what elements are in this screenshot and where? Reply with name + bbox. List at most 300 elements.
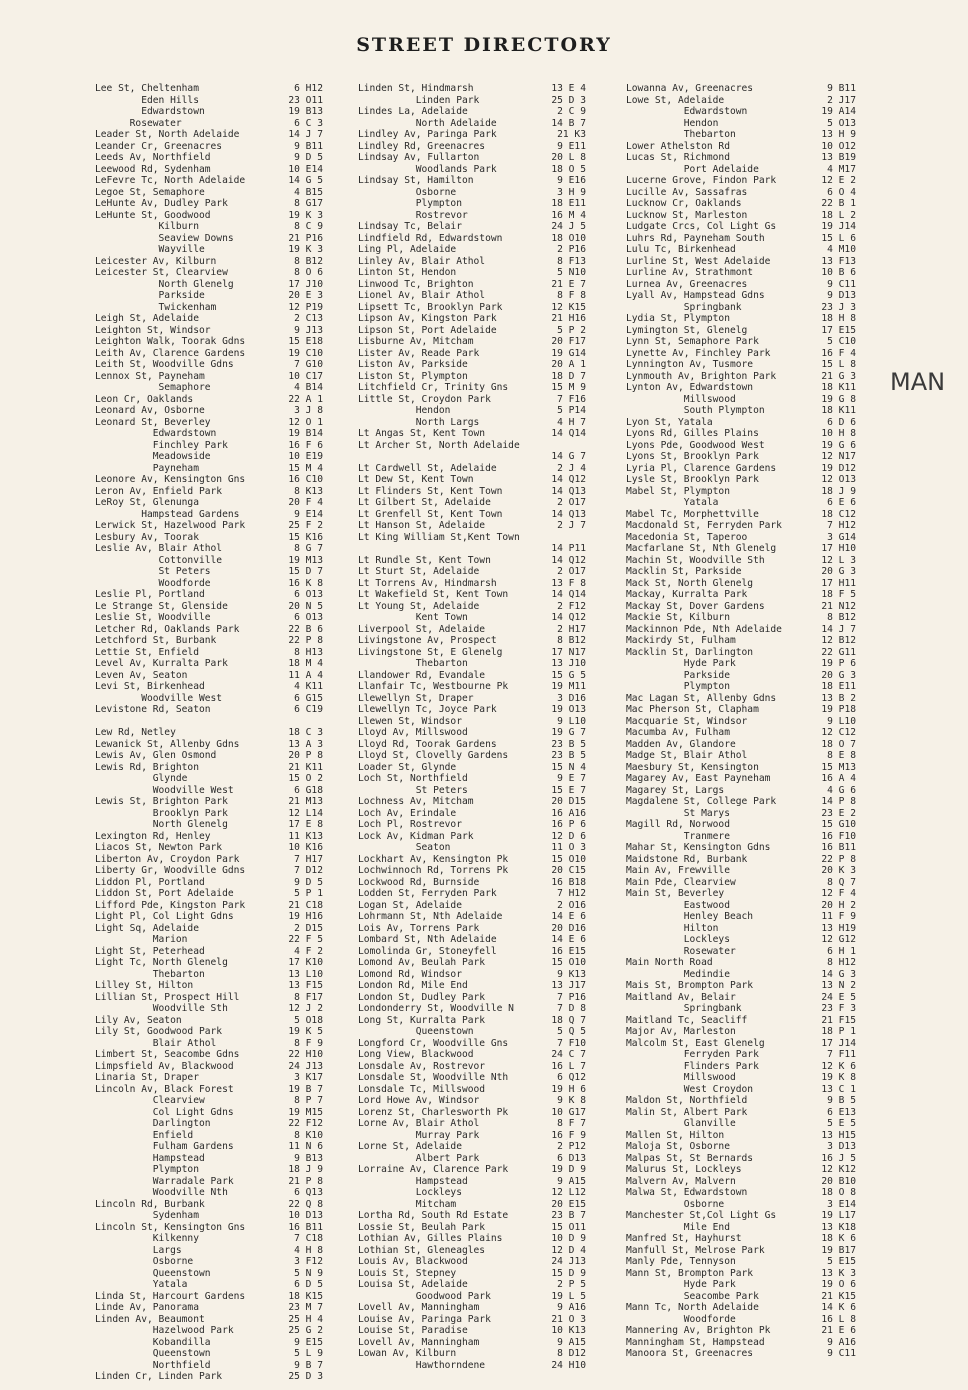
map-reference: 3 H 9 [557, 186, 586, 198]
street-name: Lowe St, Adelaide [626, 94, 725, 106]
map-reference: 6 C 3 [294, 117, 323, 129]
map-reference: 10 K16 [288, 842, 323, 853]
street-name: Letcher Rd, Oaklands Park [95, 623, 240, 635]
map-reference: 24 J13 [288, 1060, 323, 1072]
directory-entry [358, 221, 586, 233]
street-name: Lortha Rd, South Rd Estate [358, 1210, 509, 1221]
directory-entry [358, 796, 586, 808]
street-name: Light Pl, Col Light Gdns [95, 911, 234, 922]
map-reference: 7 G10 [294, 359, 323, 370]
street-name: Lurnea Av, Greenacres [626, 278, 748, 290]
directory-entry [95, 566, 323, 578]
directory-entry [626, 842, 856, 854]
map-reference: 6 D13 [557, 1152, 586, 1164]
directory-entry [626, 773, 856, 785]
directory-entry [95, 1141, 323, 1153]
street-name: Lucas St, Richmond [626, 152, 730, 163]
street-name: Lochness Av, Mitcham [358, 796, 474, 807]
street-name: Lomond Av, Beulah Park [358, 957, 486, 968]
map-reference: 22 B 6 [288, 623, 323, 635]
map-reference: 16 L 8 [821, 1313, 856, 1325]
directory-entry [95, 957, 323, 969]
directory-entry [95, 601, 323, 613]
street-name: Light Tc, North Glenelg [95, 957, 228, 968]
map-reference: 21 M13 [288, 796, 323, 807]
street-name: Leander Cr, Greenacres [95, 140, 223, 152]
directory-entry [626, 532, 856, 544]
street-name: Lindley Av, Paringa Park [358, 129, 497, 140]
directory-entry [626, 1049, 856, 1061]
map-reference: 17 E15 [821, 324, 856, 336]
directory-entry [358, 1153, 586, 1165]
directory-entry [358, 1107, 586, 1119]
street-name: Louis Av, Blackwood [358, 1256, 468, 1267]
directory-entry [626, 911, 856, 923]
street-name: Leonore Av, Kensington Gns [95, 474, 246, 485]
directory-entry [626, 681, 856, 693]
map-reference: 2 C 9 [557, 106, 586, 117]
map-reference: 15 E 7 [551, 784, 586, 796]
directory-entry [95, 1268, 323, 1280]
street-name: Kilburn [95, 221, 199, 232]
directory-entry [358, 624, 586, 636]
map-reference: 6 D 6 [827, 416, 856, 428]
street-name: Thebarton [626, 129, 736, 140]
directory-entry [95, 302, 323, 314]
street-name [358, 451, 551, 463]
map-reference: 14 Q14 [551, 428, 586, 439]
map-reference: 14 G 3 [821, 968, 856, 980]
directory-entry [626, 888, 856, 900]
street-name: Lesbury Av, Toorak [95, 531, 199, 543]
street-name: Leeds Av, Northfield [95, 152, 211, 163]
map-reference: 3 F12 [294, 1256, 323, 1267]
map-reference: 8 F 8 [557, 290, 586, 301]
street-name: Lerwick St, Hazelwood Park [95, 520, 246, 531]
street-name: Liddon St, Port Adelaide [95, 888, 234, 899]
map-reference: 9 A15 [557, 1175, 586, 1187]
street-name: Lloyd Rd, Toorak Gardens [358, 738, 497, 750]
directory-entry [95, 1348, 323, 1360]
street-name: Lurline Av, Strathmont [626, 267, 754, 278]
directory-entry [95, 1015, 323, 1027]
street-name: Rosewater [626, 945, 736, 957]
directory-entry [626, 555, 856, 567]
map-reference: 8 C 9 [294, 221, 323, 232]
directory-entry [95, 348, 323, 360]
map-reference: 14 G 5 [288, 175, 323, 186]
street-name: Lennox St, Payneham [95, 370, 205, 382]
map-reference: 3 J 8 [294, 405, 323, 416]
map-reference: 13 K 3 [821, 1267, 856, 1279]
map-reference: 10 E14 [288, 163, 323, 175]
directory-entry [626, 175, 856, 187]
street-name: Lucknow St, Marleston [626, 209, 748, 221]
directory-entry [626, 1176, 856, 1188]
street-name: Lettie St, Enfield [95, 646, 199, 658]
directory-entry [358, 727, 586, 739]
map-reference: 4 H 7 [557, 416, 586, 428]
street-name: Lurline St, West Adelaide [626, 255, 771, 267]
directory-entry [95, 670, 323, 682]
directory-entry [626, 578, 856, 590]
map-reference: 15 D 9 [551, 1267, 586, 1279]
directory-entry [626, 1210, 856, 1222]
directory-entry [358, 428, 586, 440]
directory-entry [95, 164, 323, 176]
map-reference: 16 P 6 [551, 819, 586, 830]
directory-entry [95, 819, 323, 831]
map-reference: 12 K 6 [821, 1060, 856, 1072]
map-reference: 19 H16 [288, 911, 323, 922]
directory-entry [626, 348, 856, 360]
directory-entry [358, 750, 586, 762]
map-reference: 18 O 7 [821, 738, 856, 750]
directory-entry [626, 1130, 856, 1142]
map-reference: 9 A16 [827, 1336, 856, 1348]
street-name: Liacos St, Newton Park [95, 842, 223, 853]
map-reference: 8 F13 [557, 255, 586, 267]
map-reference: 19 G 7 [551, 727, 586, 738]
map-reference: 13 C 1 [821, 1083, 856, 1095]
directory-entry [626, 187, 856, 199]
map-reference: 23 B 5 [551, 738, 586, 750]
directory-entry [626, 785, 856, 797]
directory-entry [358, 175, 586, 187]
street-name [95, 716, 323, 728]
directory-entry [95, 1314, 323, 1326]
street-name: Twickenham [95, 301, 217, 313]
street-name: Macumba Av, Fulham [626, 727, 730, 738]
map-reference: 3 D16 [557, 692, 586, 704]
directory-entry [95, 325, 323, 337]
map-reference: 5 N10 [557, 267, 586, 278]
street-name: LeRoy St, Glenunga [95, 497, 199, 508]
map-reference: 13 F 8 [551, 577, 586, 589]
directory-entry [95, 187, 323, 199]
directory-entry [358, 1095, 586, 1107]
directory-entry [95, 796, 323, 808]
map-reference: 16 F10 [821, 830, 856, 842]
directory-entry [95, 1187, 323, 1199]
map-reference: 9 E11 [557, 140, 586, 152]
street-name: Mann Tc, North Adelaide [626, 1302, 759, 1313]
map-reference: 4 B15 [294, 186, 323, 198]
directory-entry [626, 106, 856, 118]
street-name: Levi St, Birkenhead [95, 681, 205, 692]
street-name: Leslie Pl, Portland [95, 589, 205, 600]
map-reference: 14 K 6 [821, 1302, 856, 1313]
directory-entry [358, 1337, 586, 1349]
map-reference: 16 F 9 [551, 1129, 586, 1141]
map-reference: 10 H 8 [821, 428, 856, 439]
map-reference: 13 F15 [288, 980, 323, 991]
map-reference: 4 M17 [827, 163, 856, 175]
directory-entry [358, 831, 586, 843]
street-name: Louise St, Paradise [358, 1325, 468, 1336]
directory-entry [95, 739, 323, 751]
directory-entry [626, 1153, 856, 1165]
directory-entry [95, 658, 323, 670]
map-reference: 3 G14 [827, 531, 856, 543]
map-reference: 18 P 1 [821, 1026, 856, 1037]
directory-entry [95, 543, 323, 555]
directory-entry [358, 1199, 586, 1211]
directory-entry [95, 1003, 323, 1015]
directory-entry [358, 313, 586, 325]
directory-entry [626, 624, 856, 636]
map-reference: 10 C17 [288, 370, 323, 382]
map-reference: 7 H17 [294, 853, 323, 865]
directory-entry [626, 750, 856, 762]
map-reference: 21 P16 [288, 232, 323, 244]
street-name: Major Av, Marleston [626, 1026, 736, 1037]
street-name: Little St, Croydon Park [358, 393, 491, 405]
map-reference: 19 D 9 [551, 1164, 586, 1175]
map-reference: 22 P 8 [821, 853, 856, 865]
map-reference: 15 O10 [551, 853, 586, 865]
map-reference: 14 Q12 [551, 474, 586, 485]
street-name: Darlington [95, 1118, 211, 1129]
street-name: Lt Flinders St, Kent Town [358, 485, 503, 497]
street-name: Lothian Av, Gilles Plains [358, 1233, 503, 1244]
directory-entry [358, 842, 586, 854]
directory-entry [626, 1268, 856, 1280]
directory-entry [626, 428, 856, 440]
street-name: Mannering Av, Brighton Pk [626, 1325, 771, 1336]
street-name: Liston St, Plympton [358, 370, 468, 382]
directory-entry [95, 854, 323, 866]
directory-entry [626, 992, 856, 1004]
directory-entry [358, 693, 586, 705]
street-name: Woodforde [626, 1313, 736, 1325]
street-name: Leewood Rd, Sydenham [95, 163, 211, 175]
directory-entry [626, 198, 856, 210]
street-name: Main North Road [626, 957, 713, 968]
street-name: Hyde Park [626, 658, 736, 669]
map-reference: 16 B11 [288, 1221, 323, 1233]
map-reference: 20 G 3 [821, 669, 856, 681]
street-name: Edwardstown [626, 106, 748, 117]
directory-entry [358, 233, 586, 245]
map-reference: 20 C15 [551, 865, 586, 876]
street-name: Osborne [358, 186, 457, 198]
directory-entry [358, 256, 586, 268]
street-name: Hilton [626, 922, 719, 934]
map-reference: 2 H17 [557, 623, 586, 635]
directory-entry [95, 83, 323, 95]
street-name: Lower Athelston Rd [626, 140, 730, 152]
street-name: Macdonald St, Ferryden Park [626, 520, 782, 531]
street-name: Leron Av, Enfield Park [95, 485, 223, 497]
street-name: Liberty Gr, Woodville Gdns [95, 865, 246, 876]
map-reference: 12 C12 [821, 727, 856, 738]
street-name: Lodden St, Ferryden Park [358, 888, 497, 899]
directory-entry [626, 808, 856, 820]
map-reference: 15 D 7 [288, 566, 323, 577]
directory-entry [626, 129, 856, 141]
map-reference: 15 M13 [821, 761, 856, 773]
street-name: Lymington St, Glenelg [626, 324, 748, 336]
directory-entry [626, 1279, 856, 1291]
directory-entry [95, 267, 323, 279]
directory-entry [358, 325, 586, 337]
directory-entry [626, 1026, 856, 1038]
directory-entry [95, 1061, 323, 1073]
map-reference: 2 P 5 [557, 1279, 586, 1290]
street-name: Lynette Av, Finchley Park [626, 347, 771, 359]
street-name: Lyall Av, Hampstead Gdns [626, 290, 765, 301]
street-name: Llewellyn Tc, Joyce Park [358, 704, 497, 715]
directory-entry [95, 773, 323, 785]
map-reference: 5 N 9 [294, 1267, 323, 1279]
map-reference: 8 H13 [294, 646, 323, 658]
street-name: Millswood [626, 1072, 736, 1083]
directory-entry [626, 1141, 856, 1153]
directory-entry [358, 877, 586, 889]
street-name: Kobandilla [95, 1336, 211, 1348]
directory-entry [358, 647, 586, 659]
street-name: Lt Torrens Av, Hindmarsh [358, 577, 497, 589]
map-reference: 19 B14 [288, 428, 323, 439]
street-name: Lynmouth Av, Brighton Park [626, 370, 777, 382]
map-reference: 6 H12 [294, 83, 323, 94]
map-reference: 10 D13 [288, 1210, 323, 1221]
directory-entry [358, 267, 586, 279]
street-name: Glynde [95, 773, 188, 784]
street-name: Lonsdale Tc, Millswood [358, 1083, 486, 1095]
directory-entry [358, 474, 586, 486]
street-name: Semaphore [95, 382, 211, 393]
map-reference: 18 K11 [821, 405, 856, 416]
directory-entry [626, 670, 856, 682]
map-reference: 9 L10 [827, 715, 856, 727]
directory-entry [95, 417, 323, 429]
street-name: Loch St, Northfield [358, 773, 468, 784]
directory-entry [626, 762, 856, 774]
map-reference: 13 H19 [821, 922, 856, 934]
directory-entry [95, 256, 323, 268]
map-reference: 10 K13 [551, 1325, 586, 1336]
street-name: Lifford Pde, Kingston Park [95, 899, 246, 911]
directory-entry [358, 1049, 586, 1061]
map-reference: 21 H16 [551, 313, 586, 324]
map-reference: 9 B11 [294, 140, 323, 152]
map-reference: 6 Q12 [557, 1072, 586, 1083]
map-reference: 15 M 9 [551, 382, 586, 393]
directory-entry [95, 382, 323, 394]
street-name: Lewis Av, Glen Osmond [95, 750, 217, 761]
directory-entry [358, 394, 586, 406]
directory-entry [95, 1176, 323, 1188]
directory-entry [358, 612, 586, 624]
map-reference: 19 P 6 [821, 658, 856, 669]
street-name: Lockwood Rd, Burnside [358, 876, 480, 888]
map-reference: 12 D 6 [551, 830, 586, 842]
street-name: Legoe St, Semaphore [95, 186, 205, 198]
street-name: Hampstead [358, 1175, 468, 1187]
map-reference: 9 E 7 [557, 773, 586, 784]
street-name: Wayville [95, 244, 205, 255]
directory-entry [95, 1084, 323, 1096]
street-name: Mitcham [358, 1198, 457, 1210]
street-name: Lipson Av, Kingston Park [358, 313, 497, 324]
map-reference: 12 E 2 [821, 175, 856, 186]
street-name: Hazelwood Park [95, 1325, 234, 1336]
street-name: Ferryden Park [626, 1049, 759, 1060]
map-reference: 18 J 9 [821, 485, 856, 497]
directory-entry [626, 865, 856, 877]
street-name: Londonderry St, Woodville N [358, 1003, 514, 1014]
street-name: Maesbury St, Kensington [626, 761, 759, 773]
map-reference: 19 K 5 [288, 1026, 323, 1037]
directory-entry [95, 1153, 323, 1165]
street-name: Meadowside [95, 451, 211, 462]
street-name: Lock Av, Kidman Park [358, 830, 474, 842]
directory-entry [626, 923, 856, 935]
directory-entry [358, 1210, 586, 1222]
map-reference: 25 D 3 [551, 94, 586, 106]
directory-entry [626, 152, 856, 164]
street-name: Liverpool St, Adelaide [358, 623, 486, 635]
directory-entry [95, 681, 323, 693]
map-reference: 14 E 6 [551, 911, 586, 922]
edge-text: MAN [890, 368, 946, 396]
directory-entry [626, 164, 856, 176]
street-name: Lt Rundle St, Kent Town [358, 554, 491, 566]
map-reference: 6 G18 [294, 784, 323, 796]
directory-entry [626, 543, 856, 555]
directory-entry [358, 463, 586, 475]
map-reference: 6 C19 [294, 704, 323, 715]
map-reference: 23 J 3 [821, 301, 856, 313]
map-reference: 19 H 6 [551, 1083, 586, 1095]
map-reference: 14 G 7 [551, 451, 586, 462]
map-reference: 13 F13 [821, 255, 856, 267]
map-reference: 20 H 2 [821, 899, 856, 911]
street-name: Mile End [626, 1221, 730, 1233]
street-name: Lillian St, Prospect Hill [95, 991, 240, 1003]
directory-entry [626, 854, 856, 866]
street-name: Lipson St, Port Adelaide [358, 324, 497, 336]
map-reference: 8 O 6 [294, 267, 323, 278]
map-reference: 12 F 4 [821, 888, 856, 899]
directory-entry [358, 152, 586, 164]
directory-entry [358, 451, 586, 463]
directory-entry [358, 1187, 586, 1199]
directory-entry [358, 371, 586, 383]
map-reference: 7 F11 [827, 1049, 856, 1060]
map-reference: 5 P 2 [557, 324, 586, 336]
map-reference: 9 J13 [294, 324, 323, 336]
street-name: Port Adelaide [626, 163, 759, 175]
street-name: Louis St, Stepney [358, 1267, 457, 1279]
map-reference: 19 K 3 [288, 244, 323, 255]
map-reference: 2 F12 [557, 600, 586, 612]
map-reference: 4 H 8 [294, 1244, 323, 1256]
street-name: St Peters [358, 784, 468, 796]
directory-entry [358, 187, 586, 199]
directory-entry [626, 141, 856, 153]
street-name: Lord Howe Av, Windsor [358, 1095, 480, 1106]
street-name: Llanfair Tc, Westbourne Pk [358, 681, 509, 692]
directory-entry [626, 693, 856, 705]
street-name: Main Pde, Clearview [626, 876, 736, 888]
street-name: Malwa St, Edwardstown [626, 1187, 748, 1198]
street-name: Brooklyn Park [95, 807, 228, 819]
map-reference: 25 H 4 [288, 1313, 323, 1325]
directory-entry [626, 256, 856, 268]
